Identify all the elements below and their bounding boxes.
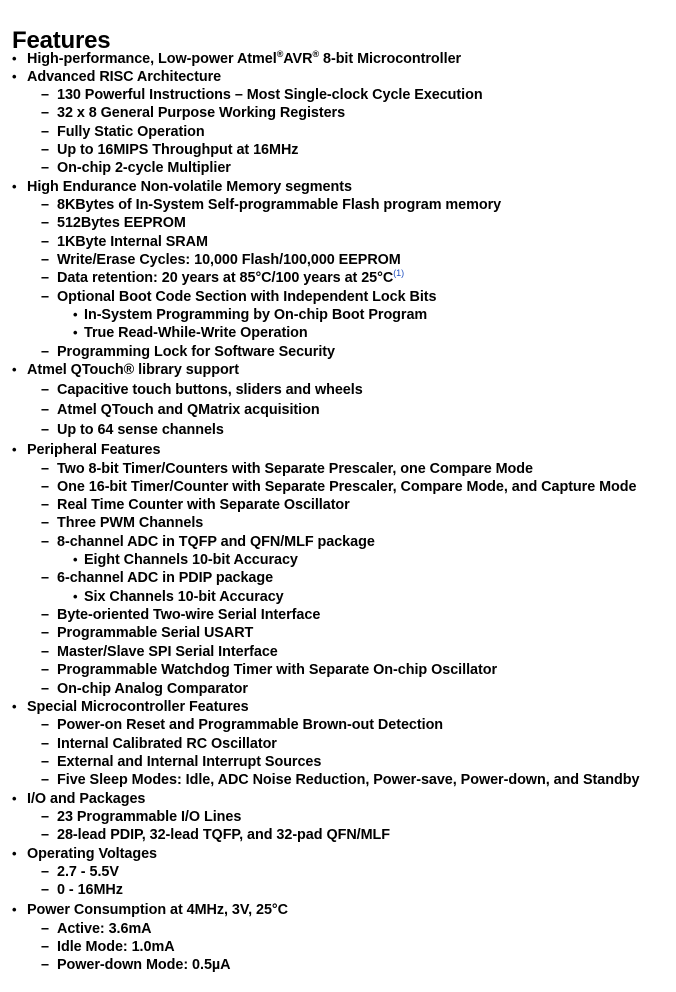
item-text (57, 938, 175, 956)
footnote-ref[interactable]: (1) (393, 268, 405, 278)
item-text (57, 920, 152, 938)
bullet-marker: • (73, 325, 78, 340)
dash-marker: – (41, 270, 49, 286)
item-text (57, 401, 320, 419)
text-run: Special Microcontroller Features (27, 699, 249, 715)
item-text (27, 50, 461, 68)
text-run: Power-on Reset and Programmable Brown-out Detection (57, 717, 444, 733)
text-run: Byte-oriented Two-wire Serial Interface (57, 607, 321, 623)
dash-marker: – (41, 607, 49, 623)
text-run: Up to 64 sense channels (57, 422, 224, 438)
text-run: Three PWM Channels (57, 515, 204, 531)
item-text (57, 233, 208, 251)
item-text (57, 460, 533, 478)
text-run: Two 8-bit Timer/Counters with Separate Prescaler, one Compare Mode (57, 461, 533, 477)
item-text (27, 441, 160, 459)
item-text (57, 643, 278, 661)
item-text (57, 735, 277, 753)
dash-marker: – (41, 105, 49, 121)
item-text (57, 771, 639, 789)
item-text (84, 588, 284, 606)
dash-marker: – (41, 809, 49, 825)
item-text (57, 881, 123, 899)
dash-marker: – (41, 124, 49, 140)
text-run: On-chip 2-cycle Multiplier (57, 160, 231, 176)
dash-marker: – (41, 344, 49, 360)
item-text (57, 421, 224, 439)
dash-marker: – (41, 382, 49, 398)
item-text (57, 661, 497, 679)
text-run: 8KBytes of In-System Self-programmable Flash program memory (57, 197, 502, 213)
text-run: Fully Static Operation (57, 124, 205, 140)
item-text (57, 478, 637, 496)
item-text (57, 716, 443, 734)
text-run: Idle Mode: 1.0mA (57, 939, 175, 955)
item-text (57, 956, 231, 974)
bullet-marker: • (12, 902, 17, 917)
bullet-marker: • (12, 51, 17, 66)
dash-marker: – (41, 681, 49, 697)
dash-marker: – (41, 625, 49, 641)
item-text (84, 551, 298, 569)
text-run: 512Bytes EEPROM (57, 215, 186, 231)
dash-marker: – (41, 479, 49, 495)
item-text (57, 753, 321, 771)
dash-marker: – (41, 534, 49, 550)
dash-marker: – (41, 497, 49, 513)
dash-marker: – (41, 142, 49, 158)
item-text (57, 288, 437, 306)
text-run: 23 Programmable I/O Lines (57, 809, 242, 825)
dash-marker: – (41, 215, 49, 231)
dash-marker: – (41, 289, 49, 305)
dash-marker: – (41, 422, 49, 438)
item-text (57, 533, 375, 551)
text-run: 130 Powerful Instructions – Most Single-clock Cycle Execution (57, 87, 483, 103)
text-run: In-System Programming by On-chip Boot Program (84, 307, 428, 323)
text-run: 6-channel ADC in PDIP package (57, 570, 274, 586)
item-text (57, 606, 320, 624)
text-run: 2.7 - 5.5V (57, 864, 119, 880)
item-text (57, 514, 203, 532)
dash-marker: – (41, 252, 49, 268)
item-text (57, 123, 205, 141)
text-run: Six Channels 10-bit Accuracy (84, 589, 284, 605)
text-run: Write/Erase Cycles: 10,000 Flash/100,000 EEPROM (57, 252, 401, 268)
dash-marker: – (41, 827, 49, 843)
text-run: Operating Voltages (27, 846, 157, 862)
dash-marker: – (41, 864, 49, 880)
item-text (57, 104, 345, 122)
text-run: Atmel QTouch and QMatrix acquisition (57, 402, 320, 418)
item-text (57, 569, 273, 587)
dash-marker: – (41, 772, 49, 788)
text-run: Programmable Serial USART (57, 625, 254, 641)
text-run: Capacitive touch buttons, sliders and wheels (57, 382, 363, 398)
text-run: Five Sleep Modes: Idle, ADC Noise Reduction, Power-save, Power-down, and Standby (57, 772, 640, 788)
dash-marker: – (41, 570, 49, 586)
bullet-marker: • (12, 442, 17, 457)
dash-marker: – (41, 939, 49, 955)
dash-marker: – (41, 921, 49, 937)
text-run: Real Time Counter with Separate Oscillator (57, 497, 350, 513)
bullet-marker: • (12, 179, 17, 194)
text-run: On-chip Analog Comparator (57, 681, 248, 697)
item-text (57, 808, 241, 826)
text-run: 0 - 16MHz (57, 882, 123, 898)
text-run: Active: 3.6mA (57, 921, 152, 937)
text-run: Advanced RISC Architecture (27, 69, 222, 85)
item-text (57, 159, 231, 177)
item-text (27, 790, 145, 808)
bullet-marker: • (73, 589, 78, 604)
dash-marker: – (41, 717, 49, 733)
item-text (57, 680, 248, 698)
dash-marker: – (41, 662, 49, 678)
text-run: Programming Lock for Software Security (57, 344, 335, 360)
bullet-marker: • (12, 362, 17, 377)
item-text (57, 86, 483, 104)
text-run: Power-down Mode: 0.5µA (57, 957, 231, 973)
text-run: Optional Boot Code Section with Independent Lock Bits (57, 289, 437, 305)
item-text (57, 863, 119, 881)
superscript-mark: ® (312, 49, 320, 59)
text-run: External and Internal Interrupt Sources (57, 754, 322, 770)
text-run: Atmel QTouch® library support (27, 362, 239, 378)
item-text (27, 901, 288, 919)
dash-marker: – (41, 957, 49, 973)
text-run: Up to 16MIPS Throughput at 16MHz (57, 142, 299, 158)
item-text (84, 306, 427, 324)
text-run: Programmable Watchdog Timer with Separate On-chip Oscillator (57, 662, 498, 678)
text-run: True Read-While-Write Operation (84, 325, 308, 341)
dash-marker: – (41, 87, 49, 103)
text-run: 28-lead PDIP, 32-lead TQFP, and 32-pad QFN/MLF (57, 827, 391, 843)
dash-marker: – (41, 754, 49, 770)
dash-marker: – (41, 882, 49, 898)
item-text (57, 141, 298, 159)
item-text (27, 361, 239, 379)
item-text (27, 698, 249, 716)
item-text (57, 251, 401, 269)
text-run: High Endurance Non-volatile Memory segments (27, 179, 352, 195)
dash-marker: – (41, 160, 49, 176)
text-run: Power Consumption at 4MHz, 3V, 25°C (27, 902, 288, 918)
item-text (27, 845, 157, 863)
dash-marker: – (41, 644, 49, 660)
text-run: 32 x 8 General Purpose Working Registers (57, 105, 346, 121)
text-run: Peripheral Features (27, 442, 161, 458)
text-run: I/O and Packages (27, 791, 146, 807)
item-text (84, 324, 308, 342)
item-text (57, 196, 501, 214)
text-run: Data retention: 20 years at 85°C/100 years at 25°C (57, 270, 394, 286)
bullet-marker: • (73, 552, 78, 567)
superscript-mark: ® (276, 49, 284, 59)
dash-marker: – (41, 515, 49, 531)
bullet-marker: • (12, 699, 17, 714)
dash-marker: – (41, 461, 49, 477)
text-run: Internal Calibrated RC Oscillator (57, 736, 277, 752)
item-text (57, 214, 186, 232)
text-run: Eight Channels 10-bit Accuracy (84, 552, 298, 568)
item-text (57, 496, 350, 514)
item-text (57, 343, 335, 361)
dash-marker: – (41, 234, 49, 250)
bullet-marker: • (12, 69, 17, 84)
item-text (57, 269, 404, 287)
text-run: 8-channel ADC in TQFP and QFN/MLF package (57, 534, 375, 550)
text-run: 8-bit Microcontroller (319, 51, 462, 67)
item-text (57, 624, 253, 642)
text-run: 1KByte Internal SRAM (57, 234, 208, 250)
text-run: High-performance, Low-power Atmel (27, 51, 277, 67)
text-run: AVR (283, 51, 313, 67)
bullet-marker: • (12, 846, 17, 861)
item-text (57, 826, 390, 844)
dash-marker: – (41, 402, 49, 418)
bullet-marker: • (12, 791, 17, 806)
item-text (27, 178, 352, 196)
dash-marker: – (41, 736, 49, 752)
text-run: One 16-bit Timer/Counter with Separate Prescaler, Compare Mode, and Capture Mode (57, 479, 637, 495)
dash-marker: – (41, 197, 49, 213)
item-text (57, 381, 363, 399)
page-title: Features (12, 27, 111, 54)
text-run: Master/Slave SPI Serial Interface (57, 644, 278, 660)
bullet-marker: • (73, 307, 78, 322)
item-text (27, 68, 221, 86)
